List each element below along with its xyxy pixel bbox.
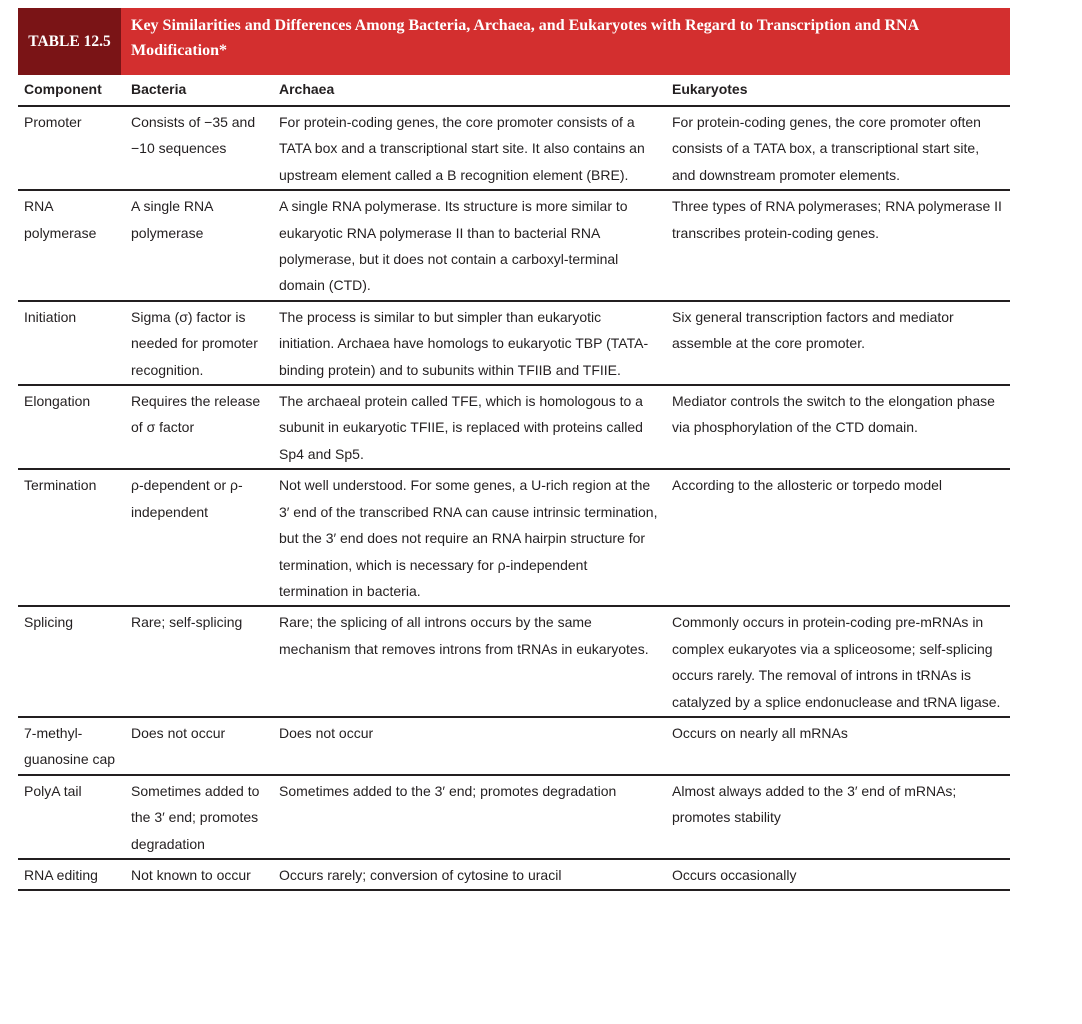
table-label: TABLE 12.5 bbox=[18, 8, 121, 75]
table-cell: Sometimes added to the 3′ end; promotes degradation bbox=[273, 775, 666, 859]
table-cell: Rare; self-splicing bbox=[125, 606, 273, 717]
table-cell: RNA editing bbox=[18, 859, 125, 890]
table-cell: Occurs occasionally bbox=[666, 859, 1010, 890]
table-cell: The archaeal protein called TFE, which is homologous to a subunit in eukaryotic TFIIE, is replaced with proteins called Sp4 and Sp5. bbox=[273, 385, 666, 469]
table-cell: The process is similar to but simpler than eukaryotic initiation. Archaea have homologs to eukaryotic TBP (TATA-binding protein) and to subunits within TFIIB and TFIIE. bbox=[273, 301, 666, 385]
table-cell: Sometimes added to the 3′ end; promotes degradation bbox=[125, 775, 273, 859]
table-title: Key Similarities and Differences Among Bacteria, Archaea, and Eukaryotes with Regard to Transcription and RNA Modification* bbox=[121, 8, 1010, 75]
table-cell: Consists of −35 and −10 sequences bbox=[125, 106, 273, 190]
table-cell: Rare; the splicing of all introns occurs by the same mechanism that removes introns from tRNAs in eukaryotes. bbox=[273, 606, 666, 717]
column-header: Component bbox=[18, 75, 125, 106]
table-cell: For protein-coding genes, the core promoter consists of a TATA box and a transcriptional start site. It also contains an upstream element called a B recognition element (BRE). bbox=[273, 106, 666, 190]
table-cell: Elongation bbox=[18, 385, 125, 469]
table-row bbox=[18, 775, 1010, 859]
table-cell: Almost always added to the 3′ end of mRNAs; promotes stability bbox=[666, 775, 1010, 859]
table-cell: Not well understood. For some genes, a U-rich region at the 3′ end of the transcribed RNA can cause intrinsic termination, but the 3′ end does not require an RNA hairpin structure for termination, which is necessary for ρ-independent termination in bacteria. bbox=[273, 469, 666, 606]
table-cell: Occurs on nearly all mRNAs bbox=[666, 717, 1010, 775]
table-cell: Splicing bbox=[18, 606, 125, 717]
table-cell: A single RNA polymerase bbox=[125, 190, 273, 301]
comparison-table bbox=[18, 75, 1010, 891]
header-row bbox=[18, 75, 1010, 106]
table-cell: Six general transcription factors and mediator assemble at the core promoter. bbox=[666, 301, 1010, 385]
table-cell: For protein-coding genes, the core promoter often consists of a TATA box, a transcriptional start site, and downstream promoter elements. bbox=[666, 106, 1010, 190]
table-cell: Initiation bbox=[18, 301, 125, 385]
table-cell: Requires the release of σ factor bbox=[125, 385, 273, 469]
table-cell: PolyA tail bbox=[18, 775, 125, 859]
table-row bbox=[18, 717, 1010, 775]
table-cell: Does not occur bbox=[273, 717, 666, 775]
table-cell: Sigma (σ) factor is needed for promoter recognition. bbox=[125, 301, 273, 385]
table-cell: According to the allosteric or torpedo model bbox=[666, 469, 1010, 606]
table-cell: Termination bbox=[18, 469, 125, 606]
table-row bbox=[18, 469, 1010, 606]
table-row bbox=[18, 301, 1010, 385]
table-header bbox=[18, 8, 1010, 75]
table-row bbox=[18, 190, 1010, 301]
column-header: Archaea bbox=[273, 75, 666, 106]
table-cell: Three types of RNA polymerases; RNA polymerase II transcribes protein-coding genes. bbox=[666, 190, 1010, 301]
table-cell: Occurs rarely; conversion of cytosine to uracil bbox=[273, 859, 666, 890]
table-cell: A single RNA polymerase. Its structure is more similar to eukaryotic RNA polymerase II than to bacterial RNA polymerase, but it does not contain a carboxyl-terminal domain (CTD). bbox=[273, 190, 666, 301]
table-cell: Does not occur bbox=[125, 717, 273, 775]
column-header: Bacteria bbox=[125, 75, 273, 106]
table-row bbox=[18, 385, 1010, 469]
table-cell: 7-methyl-guanosine cap bbox=[18, 717, 125, 775]
table-cell: ρ-dependent or ρ-independent bbox=[125, 469, 273, 606]
table-cell: Commonly occurs in protein-coding pre-mRNAs in complex eukaryotes via a spliceosome; self-splicing occurs rarely. The removal of introns in tRNAs is catalyzed by a splice endonuclease and tRNA ligase. bbox=[666, 606, 1010, 717]
column-header: Eukaryotes bbox=[666, 75, 1010, 106]
table-row bbox=[18, 859, 1010, 890]
table-cell: Mediator controls the switch to the elongation phase via phosphorylation of the CTD domain. bbox=[666, 385, 1010, 469]
table-row bbox=[18, 106, 1010, 190]
table-figure bbox=[18, 8, 1010, 891]
table-row bbox=[18, 606, 1010, 717]
table-cell: Promoter bbox=[18, 106, 125, 190]
table-cell: RNA polymerase bbox=[18, 190, 125, 301]
table-cell: Not known to occur bbox=[125, 859, 273, 890]
